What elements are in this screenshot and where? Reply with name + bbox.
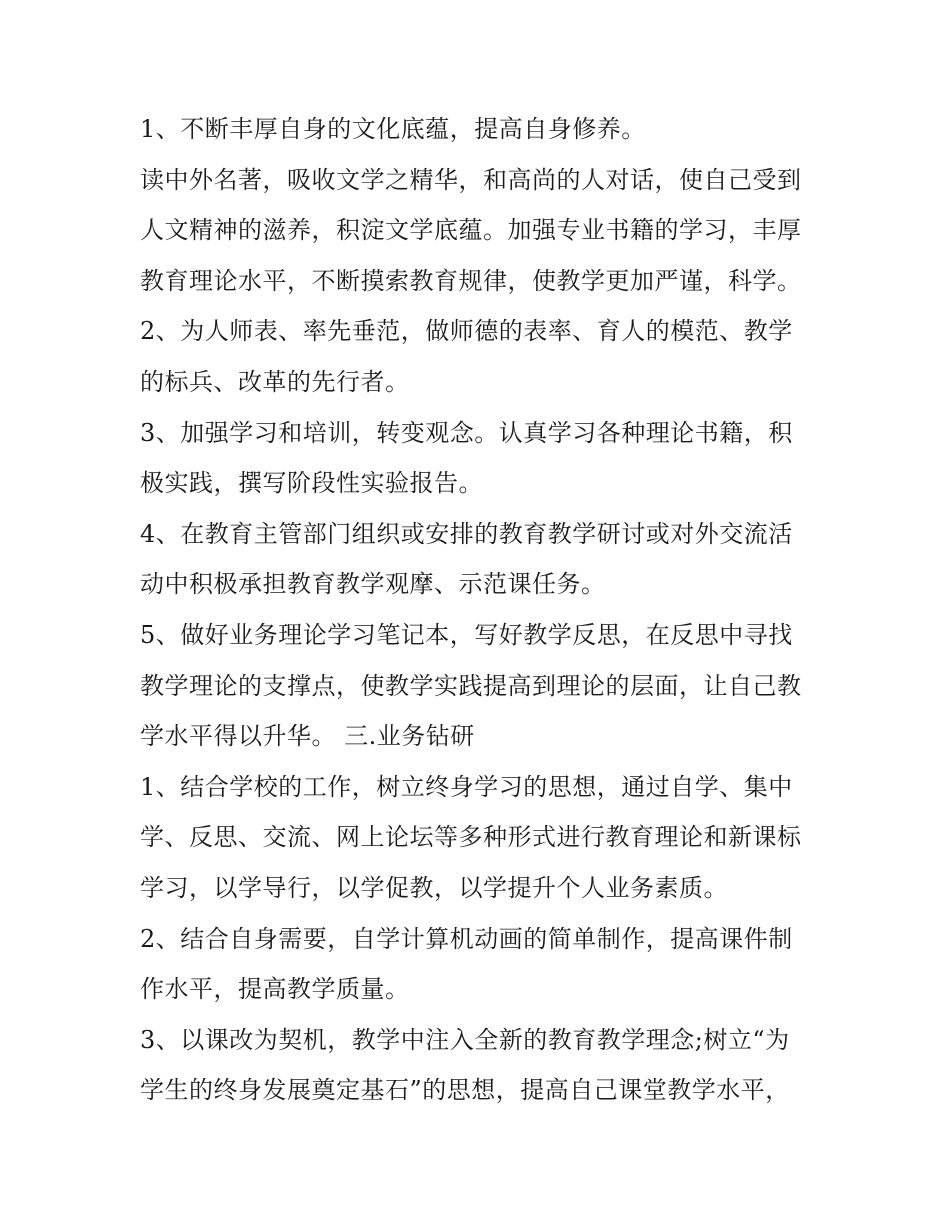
text-line: 教育理论水平，不断摸索教育规律，使教学更加严谨，科学。 [140,266,802,295]
text-line: 动中积极承担教育教学观摩、示范课任务。 [140,570,606,599]
text-line: 极实践，撰写阶段性实验报告。 [140,469,483,498]
text-line: 学、反思、交流、网上论坛等多种形式进行教育理论和新课标 [140,823,802,852]
text-line: 1、不断丰厚自身的文化底蕴，提高自身修养。 [140,115,646,143]
text-line: 人文精神的滋养，积淀文学底蕴。加强专业书籍的学习，丰厚 [140,216,802,245]
text-line: 学习，以学导行，以学促教，以学提升个人业务素质。 [140,873,728,902]
text-line: 3、加强学习和培训，转变观念。认真学习各种理论书籍，积 [140,418,793,447]
body-text [140,104,830,1116]
text-line: 读中外名著，吸收文学之精华，和高尚的人对话，使自己受到 [140,165,802,194]
text-line: 作水平，提高教学质量。 [140,975,410,1004]
text-line: 的标兵、改革的先行者。 [140,367,410,396]
text-line: 学生的终身发展奠定基石”的思想，提高自己课堂教学水平， [140,1076,790,1105]
text-line: 2、为人师表、率先垂范，做师德的表率、育人的模范、教学 [140,317,793,346]
text-line: 教学理论的支撑点，使教学实践提高到理论的层面，让自己教 [140,671,802,700]
text-line: 5、做好业务理论学习笔记本，写好教学反思，在反思中寻找 [140,620,793,649]
text-line: 4、在教育主管部门组织或安排的教育教学研讨或对外交流活 [140,519,793,548]
text-line: 学水平得以升华。 三.业务钻研 [140,722,475,751]
text-line: 1、结合学校的工作，树立终身学习的思想，通过自学、集中 [140,772,793,801]
text-line: 3、以课改为契机，教学中注入全新的教育教学理念;树立“为 [140,1025,790,1054]
text-line: 2、结合自身需要，自学计算机动画的简单制作，提高课件制 [140,924,793,953]
